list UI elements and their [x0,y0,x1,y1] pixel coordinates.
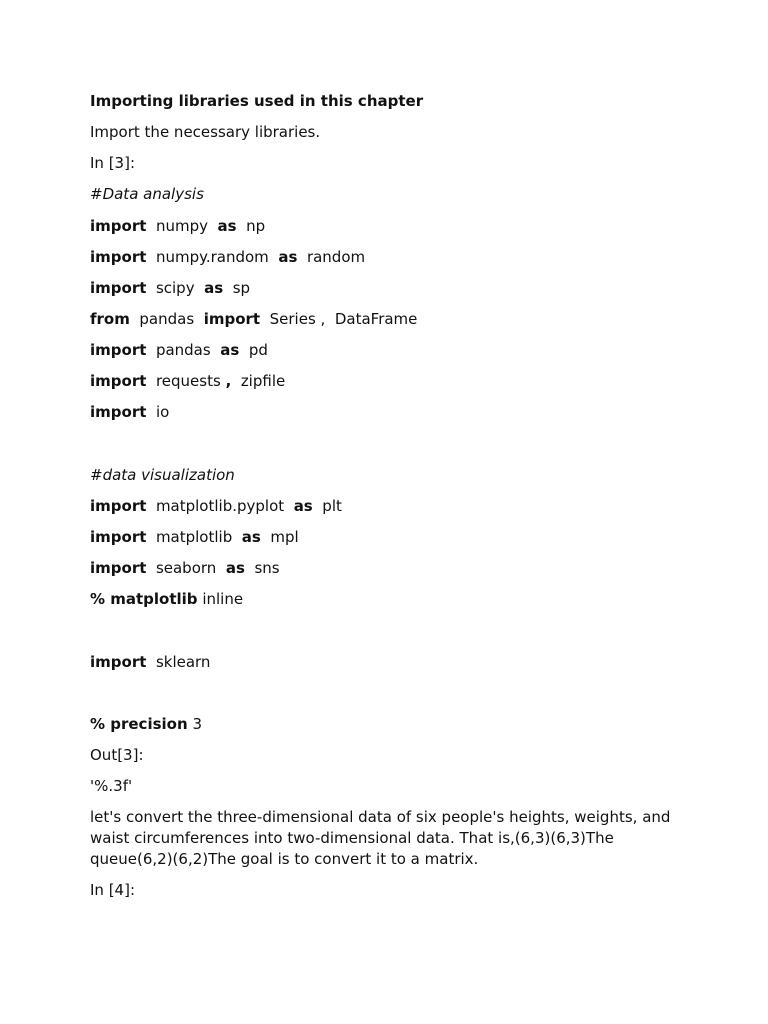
keyword: as [278,247,298,266]
explanation-paragraph: let's convert the three-dimensional data of six people's heights, weights, and waist circumferences into two-dimensional data. That is,(6,3)(6,3)The queue(6,2)(6,2)The goal is to convert it to a matrix. [90,808,671,869]
keyword: as [217,216,237,235]
module-name: scipy [155,278,195,297]
code-line-sklearn [90,652,690,683]
module-name: matplotlib.pyplot [155,496,285,515]
keyword: as [220,341,240,360]
keyword: as [204,278,224,297]
alias-name: plt [322,496,342,515]
keyword: import [90,278,147,297]
module-name: matplotlib [155,527,233,546]
input-prompt-3: In [3]: [90,154,135,173]
keyword: as [293,496,313,515]
code-line-scipy [90,278,690,309]
alias-name: sns [254,559,280,578]
keyword: import [203,309,261,328]
keyword: import [90,496,147,515]
keyword: as [241,527,261,546]
blank-line [90,620,690,651]
blank-line [90,683,690,714]
code-line-magic-matplotlib [90,589,690,620]
output-prompt-3: Out[3]: [90,745,144,764]
code-line-pandas [90,340,690,371]
imported-names: Series , DataFrame [269,309,418,328]
module-name: numpy.random [155,247,269,266]
section-heading: Importing libraries used in this chapter [90,92,424,110]
keyword: from [90,309,130,328]
magic-argument: inline [202,590,244,609]
keyword: import [90,527,147,546]
keyword: as [225,559,245,578]
module-name: numpy [155,216,208,235]
code-line-numpy-random [90,247,690,278]
module-name: seaborn [155,559,217,578]
module-name: zipfile [240,372,286,391]
document-page [90,91,690,911]
comma-separator: , [225,372,232,391]
output-value: '%.3f' [90,777,133,796]
comment-data-analysis: #Data analysis [90,185,204,204]
alias-name: sp [232,278,251,297]
alias-name: random [306,247,366,266]
module-name: pandas [155,341,211,360]
keyword: import [90,403,147,422]
input-prompt-4: In [4]: [90,881,135,900]
keyword: import [90,652,147,671]
code-line-numpy [90,216,690,247]
module-name: pandas [139,309,195,328]
code-line-requests [90,371,690,402]
code-line-seaborn [90,558,690,589]
keyword: import [90,247,147,266]
module-name: sklearn [155,652,211,671]
alias-name: np [246,216,266,235]
blank-line [90,434,690,465]
alias-name: pd [248,341,268,360]
code-line-pandas-from [90,309,690,340]
keyword: import [90,372,147,391]
code-line-magic-precision [90,714,690,745]
keyword: import [90,559,147,578]
keyword: import [90,341,147,360]
magic-command: % matplotlib [90,590,198,609]
keyword: import [90,216,147,235]
module-name: io [155,403,170,422]
code-line-io [90,402,690,433]
code-line-pyplot [90,496,690,527]
intro-text: Import the necessary libraries. [90,123,321,142]
magic-argument: 3 [192,714,202,733]
magic-command: % precision [90,714,188,733]
alias-name: mpl [270,527,299,546]
code-line-matplotlib [90,527,690,558]
comment-data-visualization: #data visualization [90,465,235,484]
module-name: requests [155,372,221,391]
